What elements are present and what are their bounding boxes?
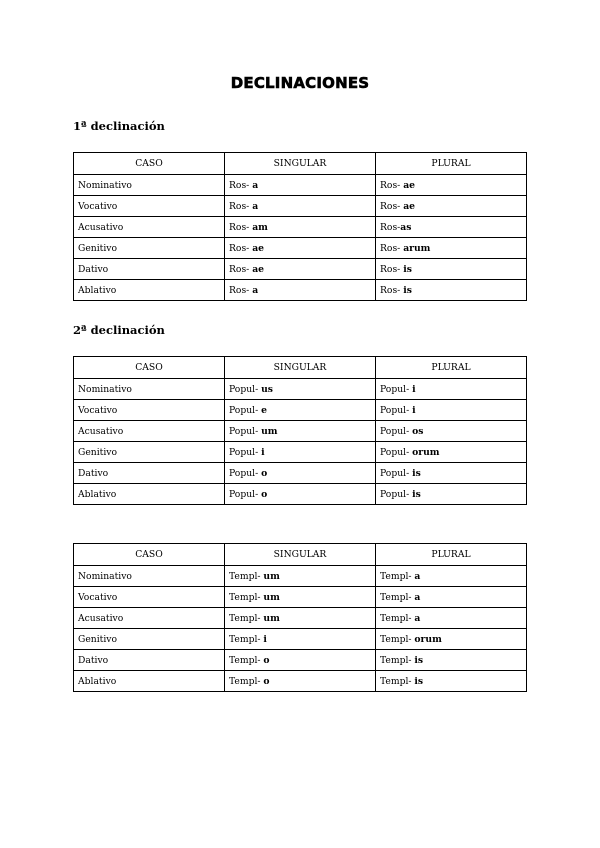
section-heading-second-declension: 2ª declinación (73, 323, 165, 337)
word-ending: is (412, 488, 421, 500)
plural-form-cell (376, 217, 527, 238)
table-row (74, 175, 527, 196)
word-stem: Ros- (229, 179, 253, 191)
word-ending: o (261, 488, 268, 500)
word-stem: Popul- (229, 467, 262, 479)
word-stem: Ros- (380, 284, 404, 296)
word-stem: Popul- (380, 404, 413, 416)
case-name-cell: Dativo (74, 650, 225, 671)
word-stem: Templ- (229, 654, 264, 666)
header-caso: CASO (74, 544, 225, 566)
word-stem: Templ- (380, 633, 415, 645)
word-ending: a (414, 591, 421, 603)
word-ending: ae (403, 200, 416, 212)
word-ending: orum (414, 633, 442, 645)
table-row (74, 484, 527, 505)
word-stem: Ros- (229, 221, 253, 233)
word-ending: ae (252, 263, 265, 275)
singular-form-cell (225, 608, 376, 629)
table-row (74, 280, 527, 301)
plural-form-cell (376, 484, 527, 505)
singular-form-cell (225, 196, 376, 217)
case-name-cell: Nominativo (74, 379, 225, 400)
word-ending: os (412, 425, 424, 437)
declension-table-rosa (73, 152, 527, 301)
word-ending: um (261, 425, 278, 437)
table-row (74, 421, 527, 442)
word-stem: Popul- (229, 404, 262, 416)
case-name-cell: Genitivo (74, 442, 225, 463)
plural-form-cell (376, 608, 527, 629)
declension-table-populus (73, 356, 527, 505)
plural-form-cell (376, 196, 527, 217)
word-ending: i (412, 404, 416, 416)
singular-form-cell (225, 400, 376, 421)
word-ending: is (412, 467, 421, 479)
table-row (74, 650, 527, 671)
word-ending: is (414, 654, 424, 666)
singular-form-cell (225, 280, 376, 301)
word-ending: e (261, 404, 267, 416)
singular-form-cell (225, 484, 376, 505)
table-row (74, 217, 527, 238)
word-stem: Templ- (380, 612, 415, 624)
case-name-cell: Vocativo (74, 400, 225, 421)
word-ending: um (263, 612, 280, 624)
word-ending: is (403, 263, 412, 275)
case-name-cell: Genitivo (74, 629, 225, 650)
word-ending: am (252, 221, 268, 233)
word-stem: Ros- (380, 221, 401, 233)
table-row (74, 629, 527, 650)
plural-form-cell (376, 175, 527, 196)
singular-form-cell (225, 238, 376, 259)
plural-form-cell (376, 379, 527, 400)
word-stem: Ros- (380, 263, 404, 275)
plural-form-cell (376, 566, 527, 587)
plural-form-cell (376, 442, 527, 463)
table-row (74, 259, 527, 280)
case-name-cell: Vocativo (74, 587, 225, 608)
word-stem: Ros- (229, 263, 253, 275)
case-name-cell: Ablativo (74, 671, 225, 692)
word-stem: Popul- (229, 383, 262, 395)
plural-form-cell (376, 400, 527, 421)
table-row (74, 566, 527, 587)
singular-form-cell (225, 259, 376, 280)
word-ending: i (263, 633, 267, 645)
case-name-cell: Ablativo (74, 280, 225, 301)
word-stem: Popul- (229, 446, 262, 458)
table-header-row (74, 153, 527, 175)
word-ending: is (403, 284, 412, 296)
header-caso: CASO (74, 153, 225, 175)
plural-form-cell (376, 671, 527, 692)
word-ending: o (261, 467, 268, 479)
plural-form-cell (376, 259, 527, 280)
word-stem: Popul- (380, 425, 413, 437)
case-name-cell: Acusativo (74, 421, 225, 442)
word-stem: Templ- (229, 612, 264, 624)
word-ending: o (263, 675, 270, 687)
header-singular: SINGULAR (225, 357, 376, 379)
word-ending: a (252, 179, 259, 191)
table-row (74, 196, 527, 217)
declension-table-templum (73, 543, 527, 692)
table-row (74, 608, 527, 629)
header-plural: PLURAL (376, 544, 527, 566)
word-stem: Templ- (380, 570, 415, 582)
word-stem: Popul- (380, 488, 413, 500)
singular-form-cell (225, 379, 376, 400)
singular-form-cell (225, 566, 376, 587)
word-ending: um (263, 570, 280, 582)
word-stem: Templ- (229, 675, 264, 687)
plural-form-cell (376, 629, 527, 650)
table-row (74, 442, 527, 463)
table-row (74, 238, 527, 259)
word-stem: Popul- (229, 425, 262, 437)
singular-form-cell (225, 587, 376, 608)
word-stem: Popul- (229, 488, 262, 500)
header-caso: CASO (74, 357, 225, 379)
header-plural: PLURAL (376, 357, 527, 379)
singular-form-cell (225, 650, 376, 671)
word-stem: Templ- (380, 591, 415, 603)
word-stem: Popul- (380, 467, 413, 479)
singular-form-cell (225, 217, 376, 238)
plural-form-cell (376, 421, 527, 442)
case-name-cell: Ablativo (74, 484, 225, 505)
singular-form-cell (225, 463, 376, 484)
word-stem: Templ- (229, 570, 264, 582)
case-name-cell: Dativo (74, 463, 225, 484)
word-stem: Templ- (380, 654, 415, 666)
singular-form-cell (225, 442, 376, 463)
word-ending: ae (252, 242, 265, 254)
word-ending: a (414, 612, 421, 624)
plural-form-cell (376, 650, 527, 671)
word-ending: a (252, 200, 259, 212)
word-stem: Ros- (229, 242, 253, 254)
plural-form-cell (376, 280, 527, 301)
case-name-cell: Nominativo (74, 175, 225, 196)
section-heading-first-declension: 1ª declinación (73, 119, 165, 133)
word-stem: Templ- (380, 675, 415, 687)
word-ending: is (414, 675, 424, 687)
word-stem: Popul- (380, 383, 413, 395)
word-stem: Ros- (380, 179, 404, 191)
word-stem: Ros- (380, 200, 404, 212)
case-name-cell: Acusativo (74, 217, 225, 238)
table-row (74, 379, 527, 400)
header-singular: SINGULAR (225, 153, 376, 175)
header-singular: SINGULAR (225, 544, 376, 566)
page-title: DECLINACIONES (230, 74, 370, 92)
case-name-cell: Nominativo (74, 566, 225, 587)
table-row (74, 671, 527, 692)
singular-form-cell (225, 421, 376, 442)
word-stem: Templ- (229, 591, 264, 603)
word-ending: us (261, 383, 273, 395)
word-ending: o (263, 654, 270, 666)
word-ending: arum (403, 242, 431, 254)
word-stem: Ros- (380, 242, 404, 254)
singular-form-cell (225, 629, 376, 650)
plural-form-cell (376, 587, 527, 608)
word-stem: Templ- (229, 633, 264, 645)
word-stem: Ros- (229, 200, 253, 212)
word-ending: a (252, 284, 259, 296)
word-ending: a (414, 570, 421, 582)
singular-form-cell (225, 671, 376, 692)
word-ending: um (263, 591, 280, 603)
word-ending: orum (412, 446, 440, 458)
plural-form-cell (376, 463, 527, 484)
word-ending: ae (403, 179, 416, 191)
case-name-cell: Dativo (74, 259, 225, 280)
word-ending: i (412, 383, 416, 395)
table-header-row (74, 357, 527, 379)
table-row (74, 463, 527, 484)
word-stem: Popul- (380, 446, 413, 458)
singular-form-cell (225, 175, 376, 196)
word-ending: as (400, 221, 412, 233)
word-stem: Ros- (229, 284, 253, 296)
table-row (74, 587, 527, 608)
case-name-cell: Genitivo (74, 238, 225, 259)
word-ending: i (261, 446, 265, 458)
table-row (74, 400, 527, 421)
case-name-cell: Vocativo (74, 196, 225, 217)
header-plural: PLURAL (376, 153, 527, 175)
case-name-cell: Acusativo (74, 608, 225, 629)
plural-form-cell (376, 238, 527, 259)
table-header-row (74, 544, 527, 566)
